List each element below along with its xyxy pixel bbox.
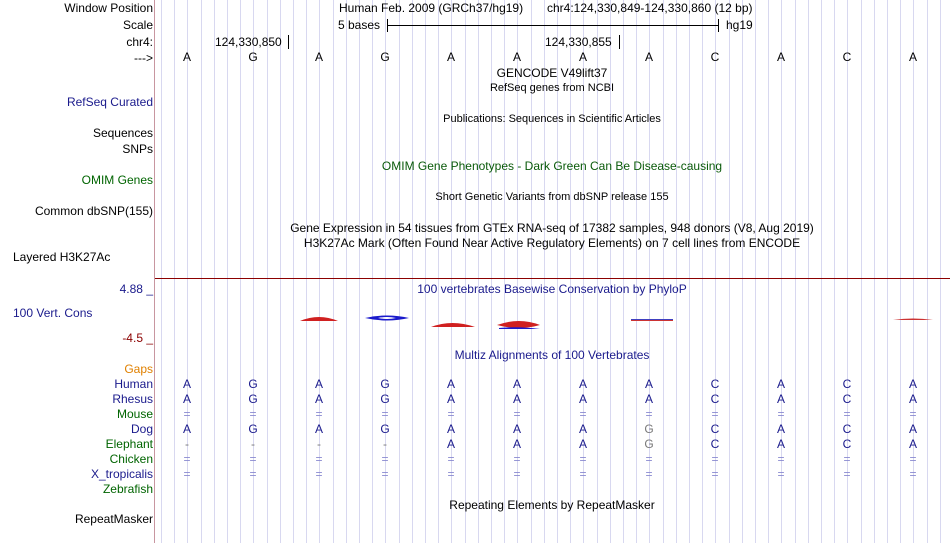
species-label[interactable]: Elephant xyxy=(105,437,153,451)
alignment-base: A xyxy=(776,377,786,391)
guide-line xyxy=(174,0,175,543)
alignment-base: - xyxy=(185,437,189,451)
guide-line xyxy=(874,0,875,543)
alignment-base: = xyxy=(645,452,653,466)
alignment-base: C xyxy=(710,392,720,406)
omim-track-label[interactable]: OMIM Genes xyxy=(81,173,153,187)
alignment-base: - xyxy=(383,437,387,451)
coordinate-label: 124,330,855 xyxy=(545,35,612,49)
alignment-base: G xyxy=(248,377,258,391)
alignment-base: G xyxy=(380,392,390,406)
guide-line xyxy=(729,0,730,543)
alignment-base: = xyxy=(909,407,917,421)
alignment-base: = xyxy=(579,407,587,421)
gaps-label: Gaps xyxy=(124,362,153,376)
alignment-base: A xyxy=(512,422,522,436)
coordinate-tick xyxy=(288,35,289,49)
alignment-base: = xyxy=(183,407,191,421)
guide-line xyxy=(478,0,479,543)
sequence-base: G xyxy=(380,50,390,64)
guide-line xyxy=(267,0,268,543)
guide-line xyxy=(372,0,373,543)
repeatmasker-track-title: Repeating Elements by RepeatMasker xyxy=(449,498,655,512)
guide-line xyxy=(306,0,307,543)
alignment-base: = xyxy=(315,452,323,466)
phylop-peak xyxy=(497,321,540,328)
alignment-base: = xyxy=(513,407,521,421)
sequence-base: A xyxy=(776,50,786,64)
coordinate-tick xyxy=(619,35,620,49)
refseq-track-title: RefSeq genes from NCBI xyxy=(489,82,615,94)
species-label[interactable]: Rhesus xyxy=(112,392,153,406)
alignment-base: = xyxy=(711,407,719,421)
alignment-base: A xyxy=(512,392,522,406)
conservation-max-label: 4.88 _ xyxy=(119,282,153,296)
guide-line xyxy=(676,0,677,543)
alignment-base: A xyxy=(182,392,192,406)
alignment-base: = xyxy=(777,452,785,466)
guide-line xyxy=(663,0,664,543)
alignment-base: C xyxy=(842,437,852,451)
alignment-base: - xyxy=(251,437,255,451)
species-label[interactable]: Mouse xyxy=(116,407,153,421)
scale-bar-text: 5 bases xyxy=(338,18,381,32)
guide-line xyxy=(359,0,360,543)
scale-label: Scale xyxy=(122,18,153,32)
alignment-base: G xyxy=(248,422,258,436)
alignment-base: A xyxy=(908,392,918,406)
position-range: chr4:124,330,849-124,330,860 (12 bp) xyxy=(547,1,753,15)
alignment-base: A xyxy=(578,422,588,436)
alignment-base: - xyxy=(317,437,321,451)
alignment-base: = xyxy=(447,467,455,481)
alignment-base: A xyxy=(182,422,192,436)
alignment-base: = xyxy=(249,467,257,481)
chrom-label: chr4: xyxy=(126,35,153,49)
alignment-base: = xyxy=(843,452,851,466)
alignment-base: = xyxy=(843,467,851,481)
guide-line xyxy=(240,0,241,543)
phylop-wiggle xyxy=(155,300,950,340)
alignment-base: = xyxy=(381,452,389,466)
track-separator xyxy=(155,278,950,279)
guide-line xyxy=(161,0,162,543)
alignment-base: A xyxy=(512,377,522,391)
species-label[interactable]: X_tropicalis xyxy=(90,467,153,481)
alignment-base: C xyxy=(710,422,720,436)
guide-line xyxy=(834,0,835,543)
alignment-base: G xyxy=(380,377,390,391)
alignment-base: A xyxy=(776,422,786,436)
species-label[interactable]: Human xyxy=(114,377,153,391)
dbsnp-track-label[interactable]: Common dbSNP(155) xyxy=(34,204,153,218)
sequence-base: A xyxy=(644,50,654,64)
sequence-base: A xyxy=(908,50,918,64)
alignment-base: G xyxy=(644,437,654,451)
h3k27ac-track-label[interactable]: Layered H3K27Ac xyxy=(13,250,111,264)
conservation-track-label[interactable]: 100 Vert. Cons xyxy=(13,306,93,320)
alignment-base: G xyxy=(644,422,654,436)
guide-line xyxy=(755,0,756,543)
h3k27ac-track-title: H3K27Ac Mark (Often Found Near Active Regulatory Elements) on 7 cell lines from ENCODE xyxy=(303,236,801,250)
guide-line xyxy=(742,0,743,543)
alignment-base: = xyxy=(645,467,653,481)
alignment-base: C xyxy=(710,377,720,391)
guide-line xyxy=(465,0,466,543)
guide-line xyxy=(201,0,202,543)
alignment-base: G xyxy=(248,392,258,406)
alignment-base: A xyxy=(446,392,456,406)
guide-line xyxy=(214,0,215,543)
window-position-label: Window Position xyxy=(64,1,153,15)
alignment-base: A xyxy=(578,437,588,451)
phylop-peak xyxy=(631,320,673,321)
sequence-base: C xyxy=(842,50,852,64)
omim-track-title: OMIM Gene Phenotypes - Dark Green Can Be Disease-causing xyxy=(381,159,723,173)
guide-line xyxy=(399,0,400,543)
guide-line xyxy=(927,0,928,543)
alignment-base: A xyxy=(512,437,522,451)
refseq-track-label[interactable]: RefSeq Curated xyxy=(66,95,153,109)
alignment-base: A xyxy=(314,392,324,406)
phylop-peak xyxy=(893,319,933,321)
snps-track-label[interactable]: SNPs xyxy=(122,142,153,156)
guide-line xyxy=(768,0,769,543)
guide-line xyxy=(623,0,624,543)
guide-line xyxy=(636,0,637,543)
sequences-track-label[interactable]: Sequences xyxy=(92,126,153,140)
alignment-base: = xyxy=(447,407,455,421)
assembly-title: Human Feb. 2009 (GRCh37/hg19) xyxy=(339,1,524,15)
alignment-base: A xyxy=(644,392,654,406)
guide-line xyxy=(900,0,901,543)
alignment-base: = xyxy=(711,452,719,466)
alignment-base: A xyxy=(644,377,654,391)
guide-line xyxy=(280,0,281,543)
alignment-base: C xyxy=(842,392,852,406)
phylop-peak xyxy=(499,327,540,329)
scale-db: hg19 xyxy=(726,18,753,32)
alignment-base: A xyxy=(578,392,588,406)
alignment-base: A xyxy=(908,437,918,451)
phylop-peak xyxy=(431,323,475,327)
sequence-base: A xyxy=(182,50,192,64)
alignment-base: = xyxy=(843,407,851,421)
guide-line xyxy=(333,0,334,543)
alignment-base: C xyxy=(842,377,852,391)
alignment-base: = xyxy=(315,467,323,481)
multiz-track-title: Multiz Alignments of 100 Vertebrates xyxy=(454,348,650,362)
phylop-peak xyxy=(300,317,338,321)
sequence-base: G xyxy=(248,50,258,64)
alignment-base: A xyxy=(446,377,456,391)
strand-toggle[interactable]: ---> xyxy=(134,51,153,65)
guide-line xyxy=(702,0,703,543)
phylop-peak xyxy=(631,319,673,320)
guide-line xyxy=(887,0,888,543)
conservation-min-label: -4.5 _ xyxy=(122,331,153,345)
publications-track-title: Publications: Sequences in Scientific Articles xyxy=(443,113,661,125)
species-label[interactable]: Chicken xyxy=(109,452,153,466)
alignment-base: A xyxy=(578,377,588,391)
phylop-track-title: 100 vertebrates Basewise Conservation by PhyloP xyxy=(417,282,687,296)
guide-line xyxy=(795,0,796,543)
guide-line xyxy=(808,0,809,543)
alignment-base: C xyxy=(710,437,720,451)
guide-line xyxy=(293,0,294,543)
guide-line xyxy=(425,0,426,543)
guide-line xyxy=(412,0,413,543)
repeatmasker-track-label[interactable]: RepeatMasker xyxy=(74,512,153,526)
dbsnp-track-title: Short Genetic Variants from dbSNP release 155 xyxy=(435,191,669,203)
alignment-base: C xyxy=(842,422,852,436)
alignment-base: = xyxy=(909,452,917,466)
sequence-base: A xyxy=(512,50,522,64)
alignment-base: = xyxy=(183,467,191,481)
alignment-base: A xyxy=(314,422,324,436)
alignment-base: A xyxy=(314,377,324,391)
guide-line xyxy=(821,0,822,543)
sequence-base: A xyxy=(314,50,324,64)
alignment-base: A xyxy=(776,392,786,406)
alignment-base: = xyxy=(579,452,587,466)
guide-line xyxy=(438,0,439,543)
guide-line xyxy=(940,0,941,543)
alignment-base: = xyxy=(579,467,587,481)
alignment-base: A xyxy=(908,377,918,391)
alignment-base: A xyxy=(776,437,786,451)
coordinate-label: 124,330,850 xyxy=(215,35,282,49)
alignment-base: A xyxy=(446,437,456,451)
alignment-base: = xyxy=(381,467,389,481)
sequence-base: A xyxy=(446,50,456,64)
alignment-base: = xyxy=(513,467,521,481)
gtex-track-title: Gene Expression in 54 tissues from GTEx RNA-seq of 17382 samples, 948 donors (V8, Aug 2019) xyxy=(290,221,814,235)
alignment-base: = xyxy=(513,452,521,466)
alignment-base: = xyxy=(645,407,653,421)
alignment-base: = xyxy=(249,452,257,466)
alignment-base: G xyxy=(380,422,390,436)
alignment-base: A xyxy=(908,422,918,436)
alignment-base: = xyxy=(447,452,455,466)
alignment-base: = xyxy=(249,407,257,421)
alignment-base: = xyxy=(315,407,323,421)
guide-line xyxy=(227,0,228,543)
alignment-base: = xyxy=(381,407,389,421)
alignment-base: = xyxy=(711,467,719,481)
alignment-base: = xyxy=(777,407,785,421)
gencode-track-title: GENCODE V49lift37 xyxy=(496,66,608,80)
species-label[interactable]: Dog xyxy=(130,422,153,436)
alignment-base: A xyxy=(182,377,192,391)
alignment-base: = xyxy=(909,467,917,481)
alignment-base: A xyxy=(446,422,456,436)
alignment-base: = xyxy=(183,452,191,466)
species-label[interactable]: Zebrafish xyxy=(102,482,153,496)
sequence-base: A xyxy=(578,50,588,64)
guide-line xyxy=(861,0,862,543)
sequence-base: C xyxy=(710,50,720,64)
alignment-base: = xyxy=(777,467,785,481)
guide-line xyxy=(689,0,690,543)
guide-line xyxy=(346,0,347,543)
